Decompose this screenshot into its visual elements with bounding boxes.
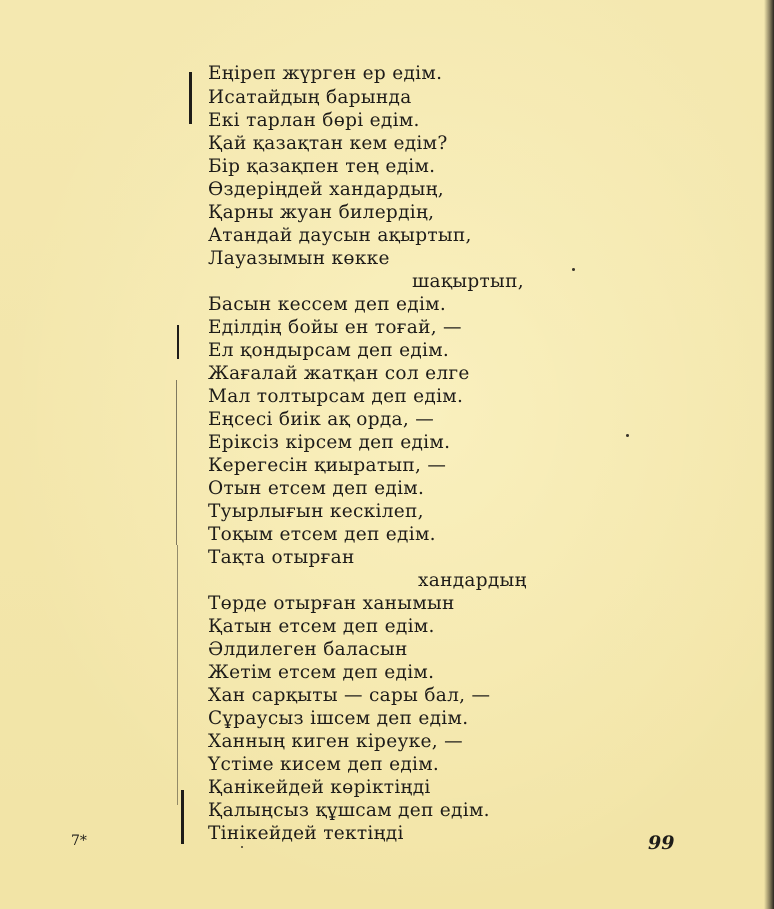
poem-line: Керегесін қиыратып, — <box>208 455 447 476</box>
poem-line: Еріксіз кірсем деп едім. <box>208 432 451 453</box>
poem-line: Жағалай жатқан сол елге <box>208 363 470 384</box>
poem-line: Еділдің бойы ен тоғай, — <box>208 317 462 338</box>
poem-line: Қай қазақтан кем едім? <box>208 133 448 154</box>
poem-line: Қарны жуан билердің, <box>208 202 435 223</box>
poem-line: Хан сарқыты — сары бал, — <box>208 685 491 706</box>
poem-line: Бір қазақпен тең едім. <box>208 156 436 177</box>
margin-mark <box>177 545 178 805</box>
poem-line: Үстіме кисем деп едім. <box>208 754 440 775</box>
poem-line: Еңіреп жүрген ер едім. <box>208 63 443 84</box>
poem-line: хандардың <box>418 570 527 591</box>
poem-line: Еңсесі биік ақ орда, — <box>208 409 435 430</box>
poem-line: Басын кессем деп едім. <box>208 294 447 315</box>
poem-line: Қатын етсем деп едім. <box>208 616 435 637</box>
poem-line: Ханның киген кіреуке, — <box>208 731 463 752</box>
paper-speck <box>572 268 575 271</box>
poem-line: Төрде отырған ханымын <box>208 593 455 614</box>
poem-line: Мал толтырсам деп едім. <box>208 386 464 407</box>
poem-line: Өздеріңдей хандардың, <box>208 179 444 200</box>
paper-speck <box>241 846 243 848</box>
poem-line: Отын етсем деп едім. <box>208 478 425 499</box>
poem-line: Лауазымын көкке <box>208 248 390 269</box>
poem-line: Әлдилеген баласын <box>208 639 408 660</box>
margin-mark <box>181 790 184 844</box>
margin-mark <box>176 380 177 545</box>
poem-line: Қанікейдей көріктіңді <box>208 777 431 798</box>
poem-line: Ел қондырсам деп едім. <box>208 340 450 361</box>
poem-line: Қалыңсыз құшсам деп едім. <box>208 800 490 821</box>
poem-line: Тоқым етсем деп едім. <box>208 524 436 545</box>
page-number: 99 <box>648 832 675 854</box>
poem-line: Тінікейдей тектіңді <box>208 823 404 844</box>
poem-line: Сұраусыз ішсем деп едім. <box>208 708 469 729</box>
margin-mark <box>189 72 192 124</box>
poem-line: Туырлығын кескілеп, <box>208 501 424 522</box>
signature-mark: 7* <box>71 833 87 849</box>
poem-line: Жетім етсем деп едім. <box>208 662 435 683</box>
margin-mark <box>177 325 179 359</box>
poem-line: Исатайдың барында <box>208 87 412 108</box>
poem-line: Атандай даусын ақыртып, <box>208 225 472 246</box>
poem-line: шақыртып, <box>412 271 524 292</box>
paper-speck <box>626 434 629 437</box>
poem-line: Тақта отырған <box>208 547 355 568</box>
poem-line: Екі тарлан бөрі едім. <box>208 110 420 131</box>
